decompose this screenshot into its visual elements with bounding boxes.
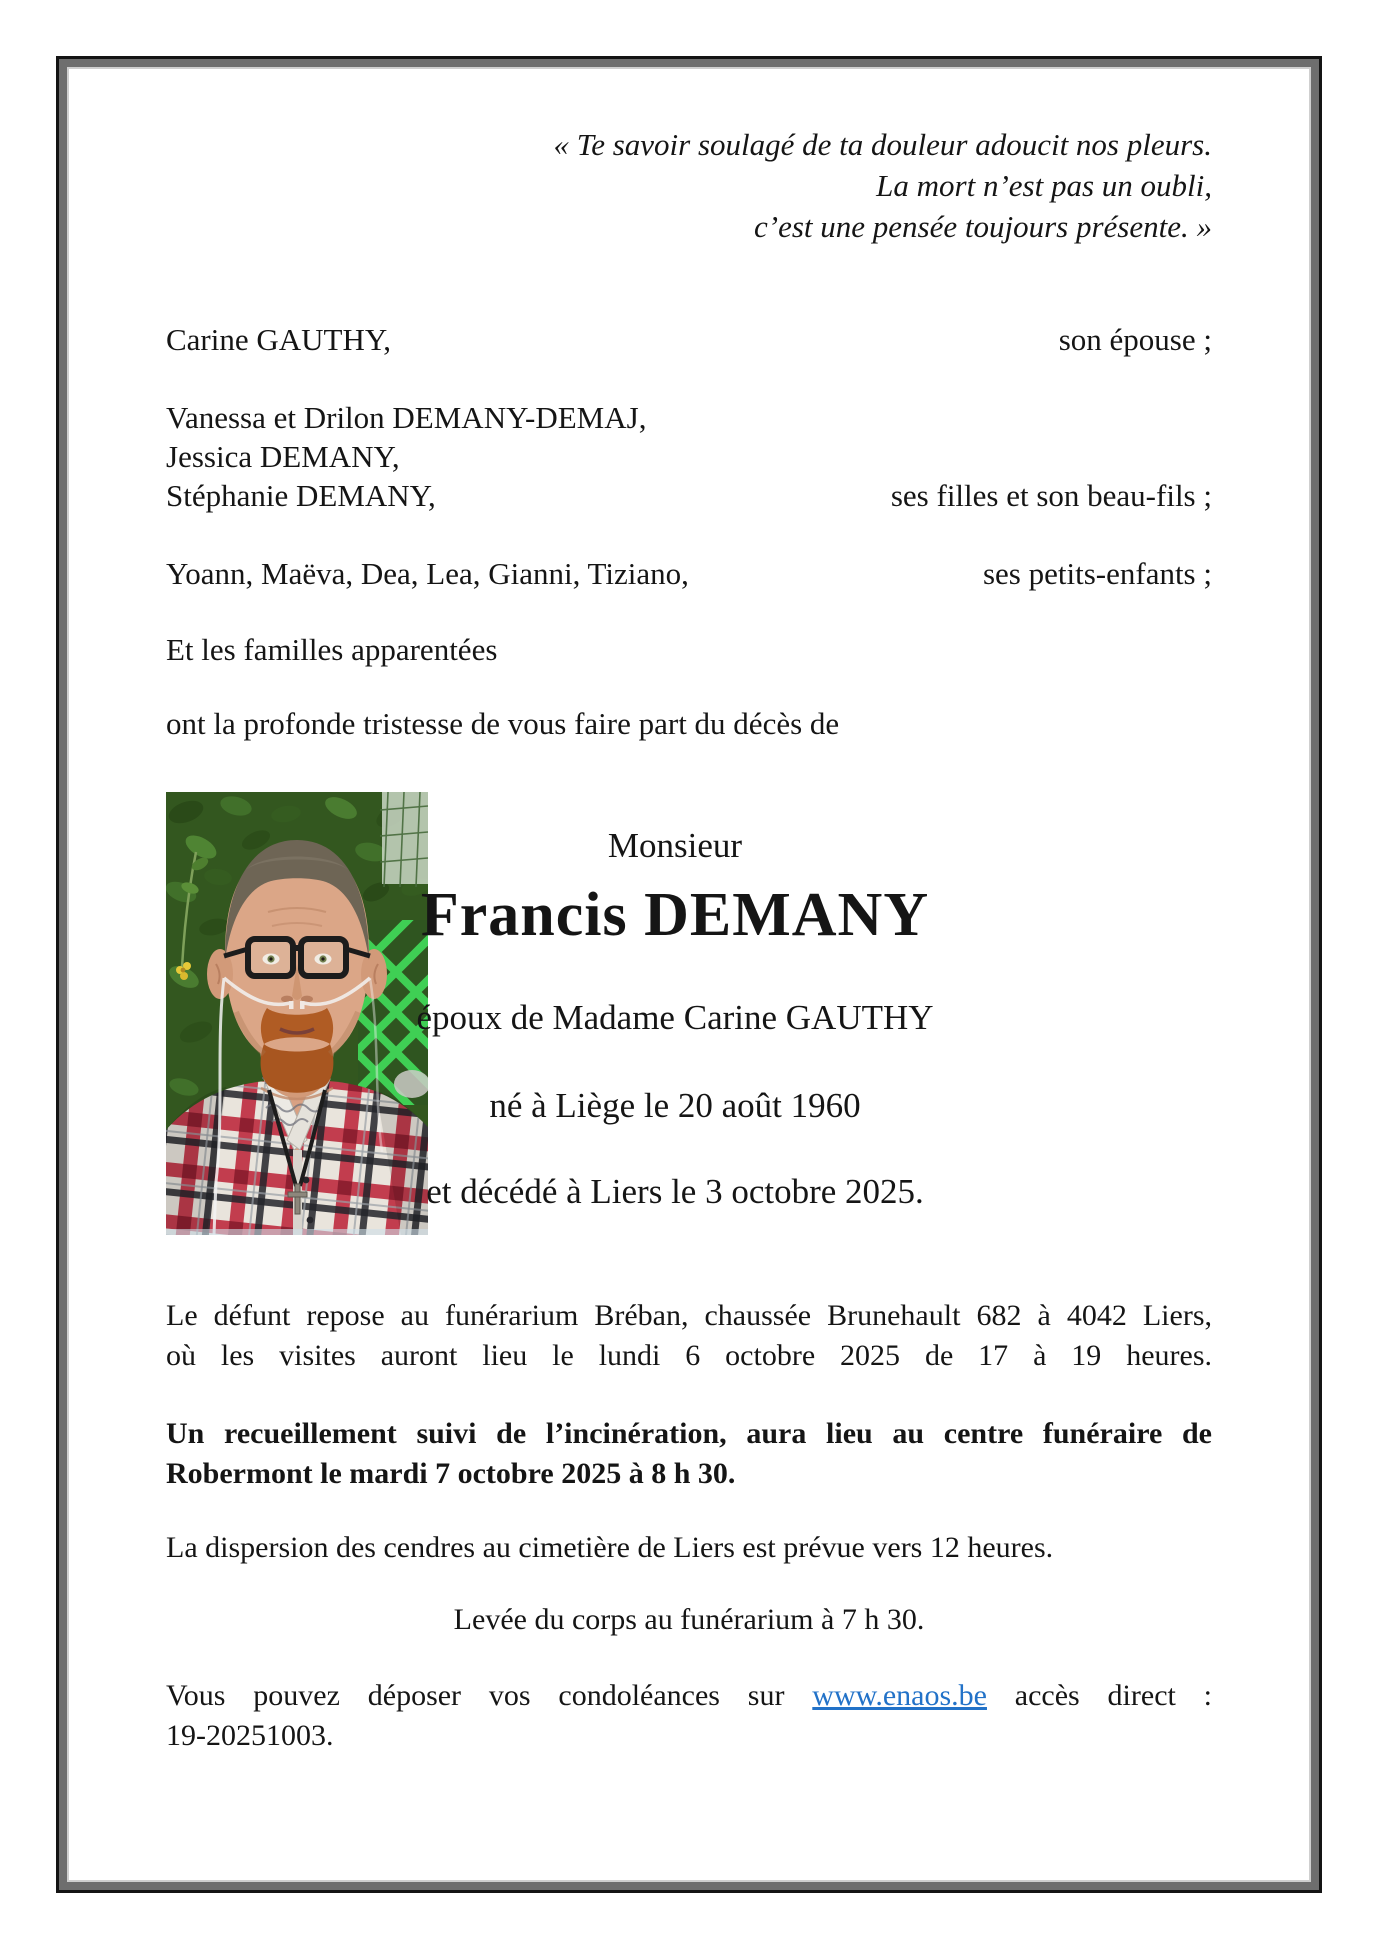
ceremony-line: Un recueillement suivi de l’incinération, aura lieu au centre funéraire de xyxy=(166,1417,1212,1450)
reference-code: 19-20251003. xyxy=(166,1719,334,1752)
memorial-quote xyxy=(166,124,1212,247)
condolences-suffix: accès direct : xyxy=(1014,1679,1213,1712)
family-row-spouse xyxy=(166,320,1212,359)
ceremony-paragraph xyxy=(166,1414,1212,1494)
spouse-line: époux de Madame Carine GAUTHY xyxy=(416,998,934,1037)
repose-paragraph xyxy=(166,1296,1212,1376)
family-row-daughters xyxy=(166,398,1212,515)
family-name: Carine GAUTHY, xyxy=(166,322,392,357)
quote-line: « Te savoir soulagé de ta douleur adoucit nos pleurs. xyxy=(553,127,1212,162)
deceased-name: Francis DEMANY xyxy=(420,881,930,949)
condolences-prefix: Vous pouvez déposer vos condoléances sur xyxy=(166,1679,785,1712)
deceased-header xyxy=(400,792,950,1237)
portrait-photo xyxy=(166,792,428,1235)
quote-line: c’est une pensée toujours présente. » xyxy=(754,209,1212,244)
family-relation: ses petits-enfants ; xyxy=(982,556,1212,591)
family-row-grandchildren xyxy=(166,554,1212,593)
repose-line: Le défunt repose au funérarium Bréban, chaussée Brunehault 682 à 4042 Liers, xyxy=(166,1299,1212,1332)
death-line: et décédé à Liers le 3 octobre 2025. xyxy=(426,1172,924,1211)
family-name: Vanessa et Drilon DEMANY-DEMAJ, xyxy=(166,400,647,435)
enaos-link[interactable]: www.enaos.be xyxy=(812,1679,987,1712)
repose-line: où les visites auront lieu le lundi 6 octobre 2025 de 17 à 19 heures. xyxy=(166,1339,1212,1372)
ceremony-line: Robermont le mardi 7 octobre 2025 à 8 h 30. xyxy=(166,1457,736,1490)
family-name: Jessica DEMANY, xyxy=(166,439,400,474)
levee-paragraph: Levée du corps au funérarium à 7 h 30. xyxy=(453,1603,925,1636)
family-name: Et les familles apparentées xyxy=(166,632,498,667)
deceased-title: Monsieur xyxy=(607,826,743,865)
birth-line: né à Liège le 20 août 1960 xyxy=(489,1086,861,1125)
family-name: Stéphanie DEMANY, xyxy=(166,478,436,513)
dispersion-paragraph: La dispersion des cendres au cimetière de Liers est prévue vers 12 heures. xyxy=(166,1531,1054,1564)
family-relation: ses filles et son beau-fils ; xyxy=(890,478,1212,513)
condolences-paragraph xyxy=(166,1676,1212,1756)
intro-text: ont la profonde tristesse de vous faire part du décès de xyxy=(166,706,840,741)
family-relation: son épouse ; xyxy=(1058,322,1212,357)
family-row-related xyxy=(166,630,1212,669)
quote-line: La mort n’est pas un oubli, xyxy=(876,168,1212,203)
family-name: Yoann, Maëva, Dea, Lea, Gianni, Tiziano, xyxy=(166,556,689,591)
